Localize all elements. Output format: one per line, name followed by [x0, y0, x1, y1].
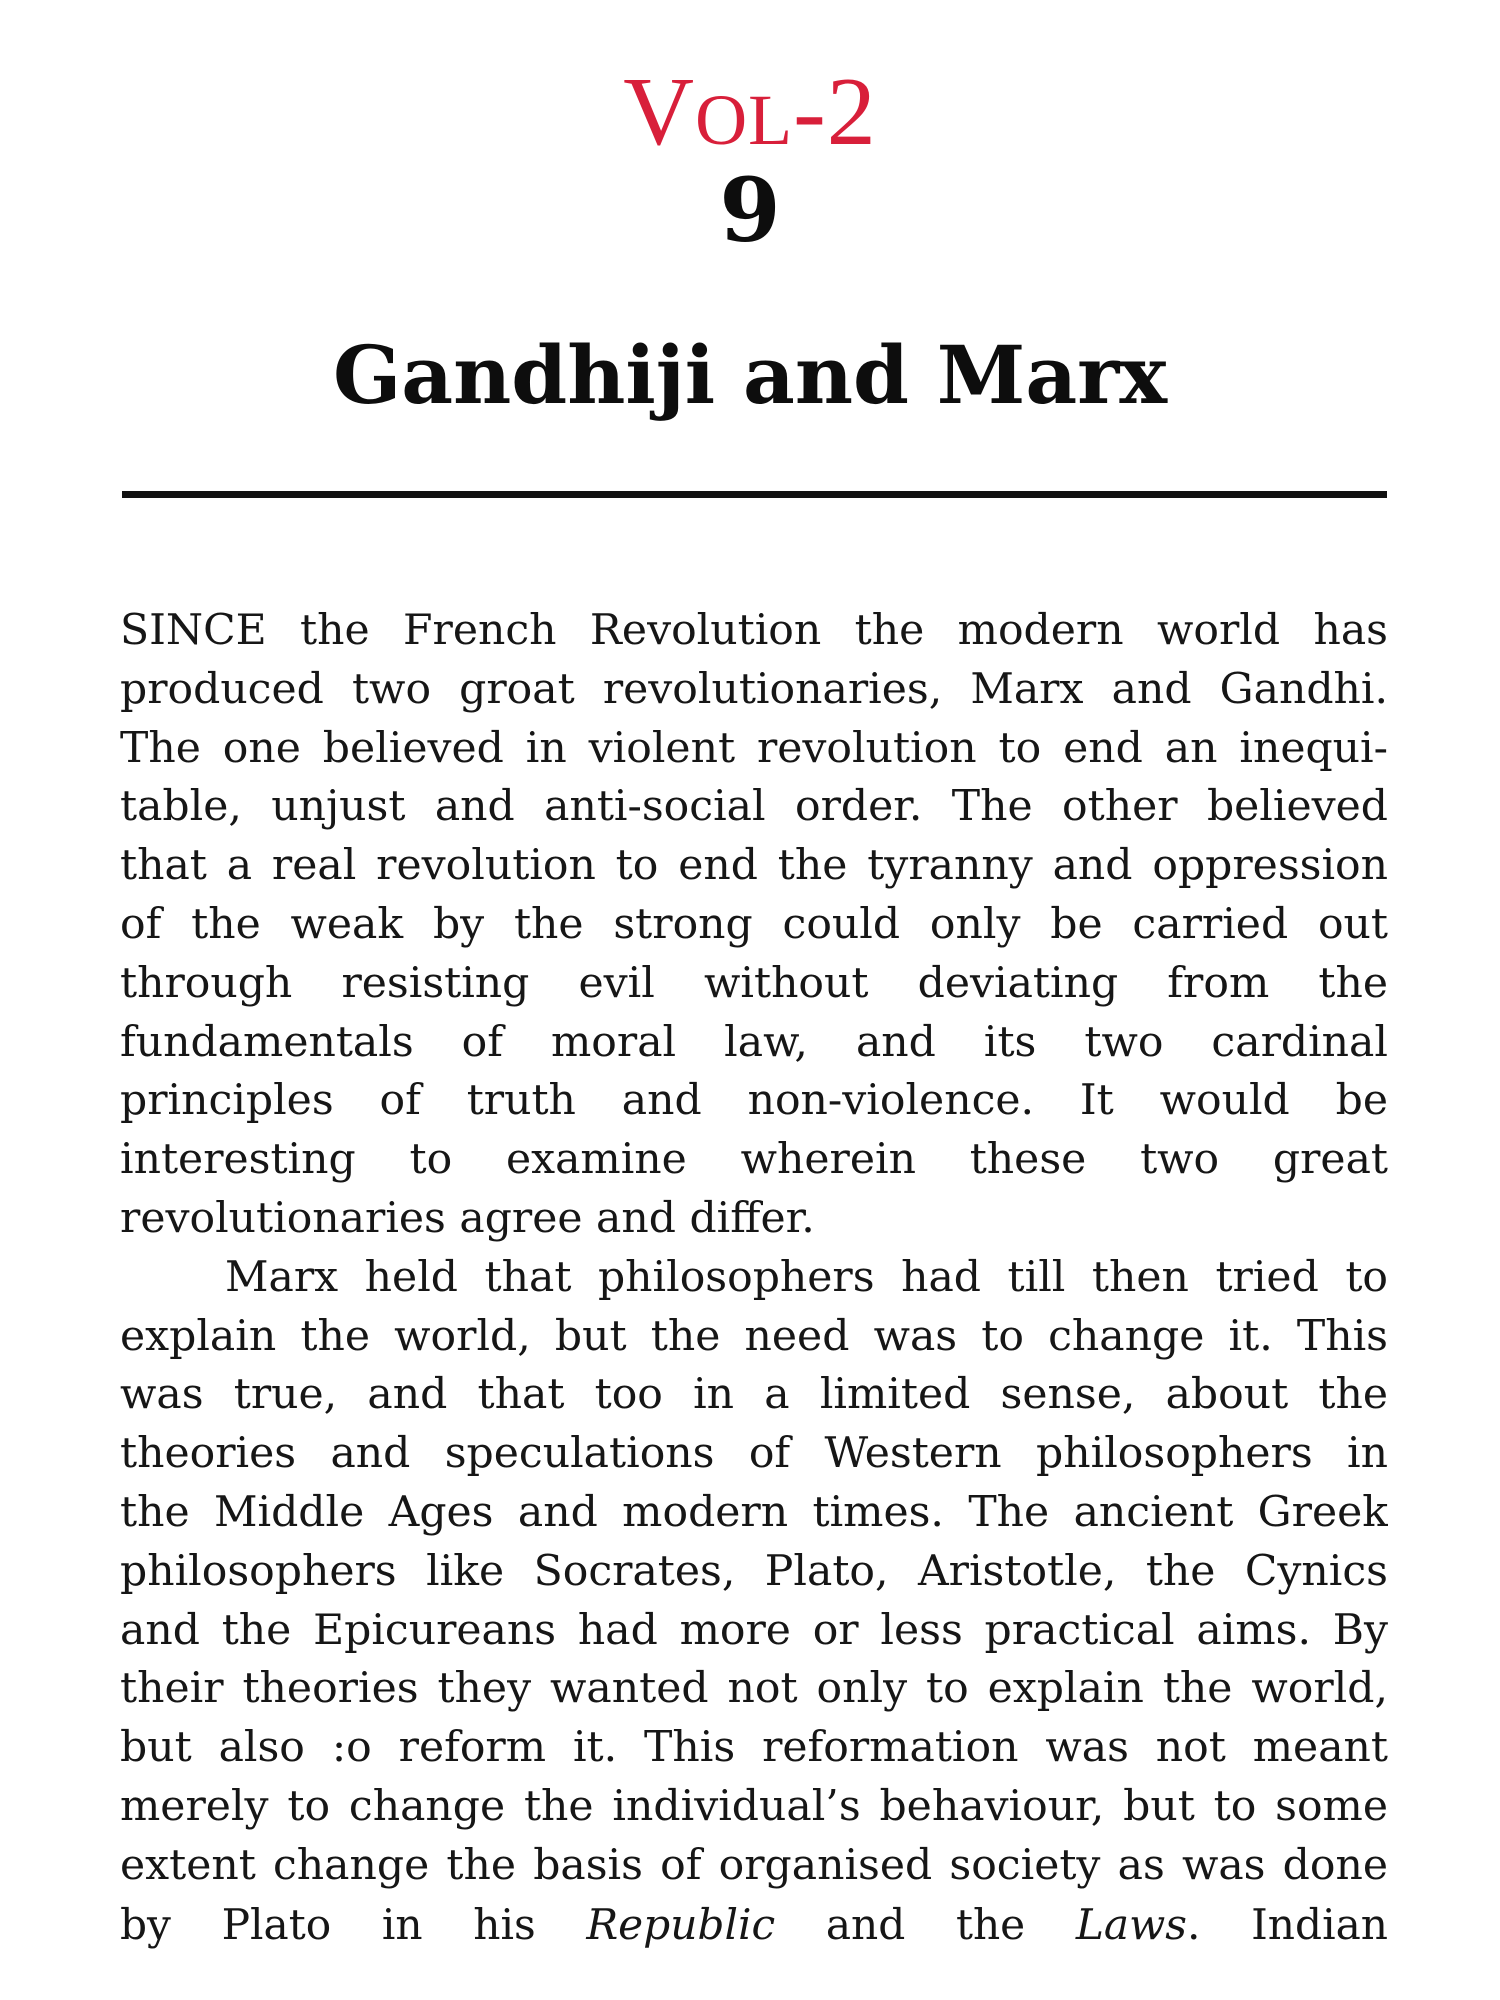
- paragraph1-line: The one believed in violent revolution to end an inequi-: [120, 723, 1388, 773]
- paragraph2-line: but also :o reform it. This reformation was not meant: [120, 1723, 1388, 1773]
- italic-title-laws: Laws: [1075, 1899, 1187, 1949]
- paragraph2-line: merely to change the individual’s behaviour, but to some: [120, 1781, 1388, 1831]
- paragraph1-line: principles of truth and non-violence. It would be: [120, 1076, 1388, 1126]
- paragraph2-line: the Middle Ages and modern times. The ancient Greek: [120, 1487, 1388, 1537]
- paragraph1-line: fundamentals of moral law, and its two cardinal: [120, 1017, 1388, 1067]
- volume-number: -2: [793, 58, 877, 166]
- paragraph1-line: table, unjust and anti-social order. The other believed: [120, 782, 1388, 832]
- paragraph2-line: was true, and that too in a limited sense, about the: [120, 1370, 1388, 1420]
- chapter-title: Gandhiji and Marx: [332, 328, 1168, 422]
- paragraph1-line: revolutionaries agree and differ.: [120, 1193, 815, 1243]
- paragraph1-line: that a real revolution to end the tyranny and oppression: [120, 841, 1388, 891]
- paragraph2-line: their theories they wanted not only to explain the world,: [120, 1664, 1388, 1714]
- volume-rest: OL: [695, 80, 794, 160]
- italic-title-republic: Republic: [586, 1899, 776, 1949]
- volume-label: [0, 58, 1500, 170]
- volume-first-letter: V: [623, 58, 696, 166]
- text-segment: by Plato in his: [120, 1899, 587, 1949]
- body-text: [120, 602, 1388, 1954]
- paragraph1-line: interesting to examine wherein these two great: [120, 1135, 1388, 1185]
- paragraph2-line: and the Epicureans had more or less practical aims. By: [120, 1605, 1388, 1655]
- title-divider: [122, 491, 1387, 498]
- paragraph2-line: Marx held that philosophers had till then tried to: [225, 1252, 1388, 1302]
- paragraph2-last-line: [120, 1896, 1388, 1955]
- text-segment: . Indian: [1187, 1899, 1388, 1949]
- text-segment: and the: [775, 1899, 1076, 1949]
- paragraph2-line: philosophers like Socrates, Plato, Aristotle, the Cynics: [120, 1546, 1388, 1596]
- chapter-number: 9: [719, 158, 781, 262]
- paragraph1-line: produced two groat revolutionaries, Marx and Gandhi.: [120, 664, 1388, 714]
- paragraph1-line: through resisting evil without deviating from the: [120, 958, 1388, 1008]
- paragraph1-line: SINCE the French Revolution the modern world has: [120, 606, 1388, 655]
- paragraph2-line: theories and speculations of Western philosophers in: [120, 1429, 1388, 1479]
- paragraph2-line: extent change the basis of organised society as was done: [120, 1840, 1388, 1890]
- paragraph2-line: explain the world, but the need was to change it. This: [120, 1311, 1388, 1361]
- paragraph1-line: of the weak by the strong could only be carried out: [120, 899, 1388, 949]
